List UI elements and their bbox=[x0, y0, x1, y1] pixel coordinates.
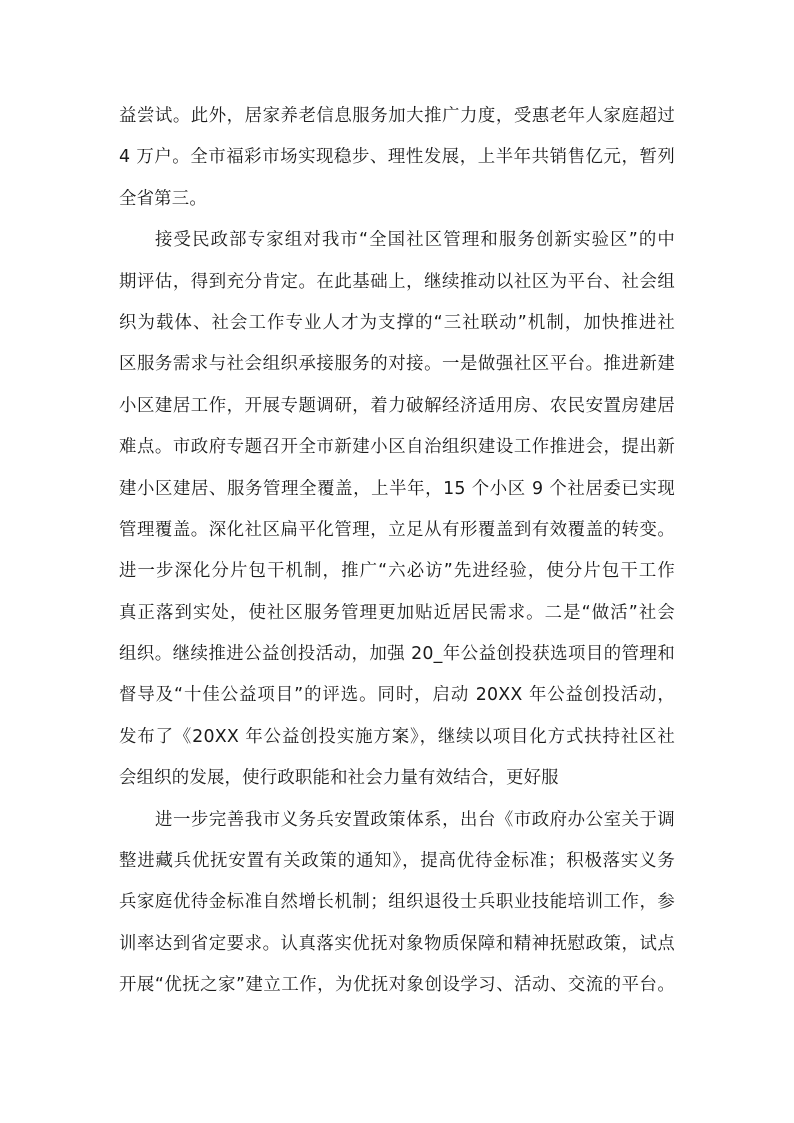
paragraph-2 bbox=[119, 220, 675, 799]
text-line: 管理覆盖。深化社区扁平化管理，立足从有形覆盖到有效覆盖的转变。 bbox=[119, 519, 675, 540]
text-line: 全省第三。 bbox=[119, 188, 207, 209]
text-line: 开展“优抚之家”建立工作，为优抚对象创设学习、活动、交流的平台。 bbox=[119, 975, 675, 996]
text-line: 训率达到省定要求。认真落实优抚对象物质保障和精神抚慰政策，试点 bbox=[119, 933, 675, 954]
text-line: 组织。继续推进公益创投活动，加强 20_年公益创投获选项目的管理和 bbox=[119, 644, 675, 665]
text-line: 督导及“十佳公益项目”的评选。同时，启动 20XX 年公益创投活动， bbox=[119, 685, 675, 706]
text-line: 兵家庭优待金标准自然增长机制；组织退役士兵职业技能培训工作，参 bbox=[119, 892, 675, 913]
text-line: 织为载体、社会工作专业人才为支撑的“三社联动”机制，加快推进社 bbox=[119, 312, 675, 333]
text-line: 整进藏兵优抚安置有关政策的通知》，提高优待金标准；积极落实义务 bbox=[119, 851, 675, 872]
text-line: 4 万户。全市福彩市场实现稳步、理性发展，上半年共销售亿元，暂列 bbox=[119, 147, 675, 168]
document-body bbox=[119, 96, 675, 1007]
text-line: 真正落到实处，使社区服务管理更加贴近居民需求。二是“做活”社会 bbox=[119, 602, 675, 623]
paragraph-1 bbox=[119, 96, 675, 220]
paragraph-3 bbox=[119, 800, 675, 1007]
text-line: 小区建居工作，开展专题调研，着力破解经济适用房、农民安置房建居 bbox=[119, 395, 675, 416]
text-line: 期评估，得到充分肯定。在此基础上，继续推动以社区为平台、社会组 bbox=[119, 271, 675, 292]
text-line: 接受民政部专家组对我市“全国社区管理和服务创新实验区”的中 bbox=[155, 230, 675, 251]
text-line: 益尝试。此外，居家养老信息服务加大推广力度，受惠老年人家庭超过 bbox=[119, 106, 675, 126]
text-line: 进一步完善我市义务兵安置政策体系，出台《市政府办公室关于调 bbox=[155, 809, 675, 830]
text-line: 发布了《20XX 年公益创投实施方案》，继续以项目化方式扶持社区社 bbox=[119, 726, 675, 747]
text-line: 区服务需求与社会组织承接服务的对接。一是做强社区平台。推进新建 bbox=[119, 354, 675, 375]
text-line: 进一步深化分片包干机制，推广“六必访”先进经验，使分片包干工作 bbox=[119, 561, 675, 582]
text-line: 建小区建居、服务管理全覆盖，上半年，15 个小区 9 个社居委已实现 bbox=[119, 478, 675, 499]
text-line: 会组织的发展，使行政职能和社会力量有效结合，更好服 bbox=[119, 768, 559, 789]
text-line: 难点。市政府专题召开全市新建小区自治组织建设工作推进会，提出新 bbox=[119, 437, 675, 458]
